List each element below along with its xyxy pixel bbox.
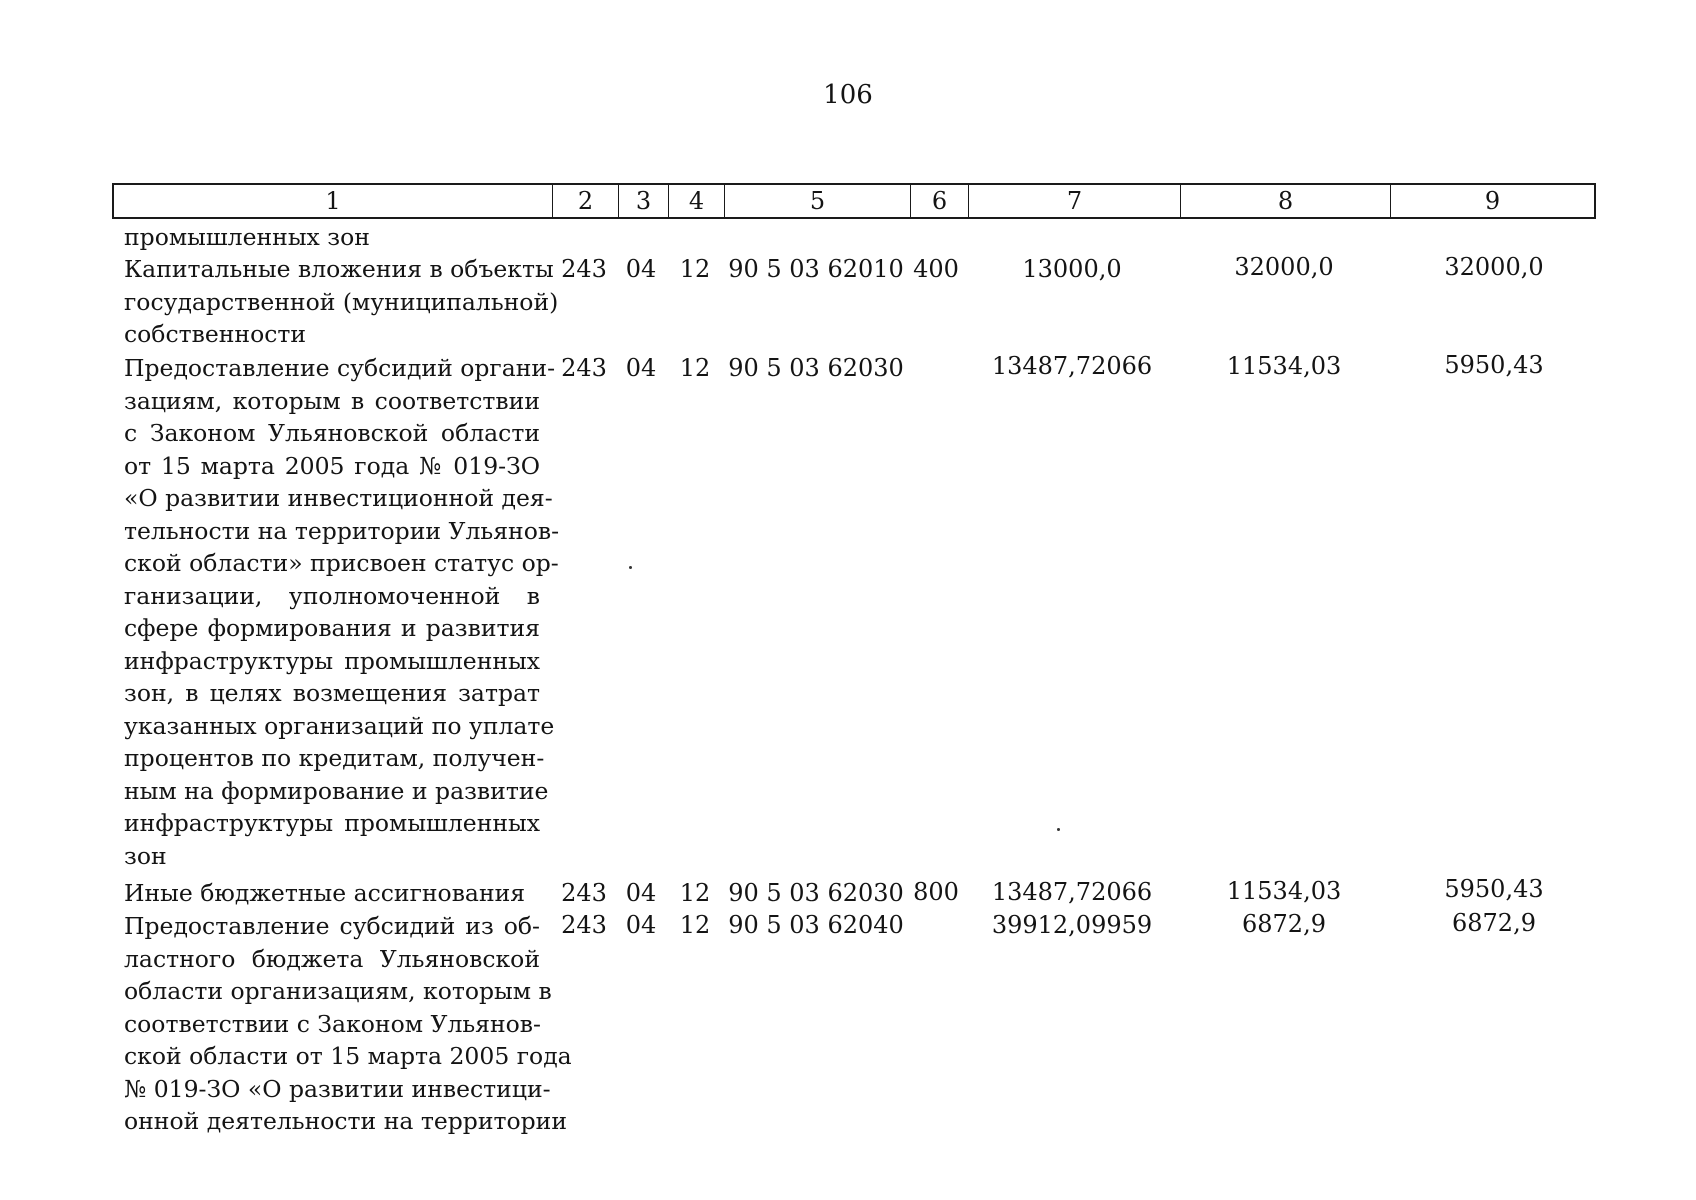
description-line: тельности на территории Ульянов- [124,516,560,545]
table-cell-col-4: 12 [679,255,711,283]
table-cell-col-6: 400 [913,255,959,283]
table-row-desc [124,910,572,1138]
table-cell-col-3: 04 [625,911,657,939]
table-cell-col-8: 11534,03 [1226,877,1342,905]
description-line: с Законом Ульяновской области [124,419,540,447]
description-line: № 019-ЗО «О развитии инвестици- [124,1074,551,1103]
table-cell-col-5: 90 5 03 62030 [728,354,904,382]
description-line: зон [124,841,167,870]
description-line: области организациям, которым в [124,977,552,1005]
table-row-desc [124,877,540,910]
description-line: указанных организаций по уплате [124,711,555,740]
description-line: ганизации, уполномоченной в [124,581,540,610]
description-line: ным на формирование и развитие [124,776,549,805]
description-line: Предоставление субсидий органи- [124,354,556,382]
header-col-4: 4 [668,185,724,217]
header-col-1: 1 [325,187,341,215]
table-row-desc [124,253,559,351]
table-header [112,183,1596,219]
description-line: онной деятельности на территории [124,1107,568,1135]
table-cell-col-5: 90 5 03 62040 [728,911,904,939]
table-cell-col-5: 90 5 03 62030 [728,879,904,907]
description-line: от 15 марта 2005 года № 019-ЗО [124,451,540,480]
page-number: 106 [823,80,873,110]
table-cell-col-4: 12 [679,911,711,939]
description-line: ской области» присвоен статус ор- [124,549,559,577]
table-cell-col-2: 243 [561,879,607,907]
table-cell-col-8: 32000,0 [1234,253,1334,281]
header-col-8: 8 [1180,185,1390,217]
table-cell-col-3: 04 [625,354,657,382]
header-col-5: 5 [724,185,910,217]
scan-speck [629,566,632,569]
table-cell-col-9: 5950,43 [1444,875,1544,903]
table-cell-col-3: 04 [625,255,657,283]
description-line: Иные бюджетные ассигнования [124,879,526,907]
table-cell-col-7: 39912,09959 [991,911,1153,939]
description-line: процентов по кредитам, получен- [124,744,545,772]
table-cell-col-3: 04 [625,879,657,907]
description-line: Предоставление субсидий из об- [124,912,540,940]
description-line: государственной (муниципальной) [124,287,559,316]
header-col-9: 9 [1390,185,1594,217]
table-cell-col-2: 243 [561,354,607,382]
scan-speck [1057,828,1060,831]
description-line: зациям, которым в соответствии [124,386,540,415]
table-cell-col-7: 13487,72066 [991,352,1153,380]
header-col-7: 7 [968,185,1180,217]
table-cell-col-2: 243 [561,911,607,939]
description-line: собственности [124,320,307,348]
table-cell-col-5: 90 5 03 62010 [728,255,904,283]
table-cell-col-9: 5950,43 [1444,351,1544,379]
header-col-2: 2 [552,185,618,217]
description-line: зон, в целях возмещения затрат [124,679,540,707]
table-cell-col-2: 243 [561,255,607,283]
table-cell-col-8: 11534,03 [1226,352,1342,380]
table-cell-col-7: 13000,0 [1022,255,1122,283]
description-line: соответствии с Законом Ульянов- [124,1009,541,1038]
table-row-desc [124,352,560,872]
table-cell-col-4: 12 [679,354,711,382]
header-col-6: 6 [910,185,968,217]
description-line: «О развитии инвестиционной дея- [124,484,553,512]
header-col-3: 3 [618,185,668,217]
description-line: ластного бюджета Ульяновской [124,944,540,973]
description-line: инфраструктуры промышленных [124,809,540,837]
table-cell-col-6: 800 [913,878,959,906]
table-cell-col-9: 6872,9 [1452,909,1536,937]
description-line: ской области от 15 марта 2005 года [124,1042,572,1070]
description-line: инфраструктуры промышленных [124,646,540,675]
table-cell-col-8: 6872,9 [1242,910,1326,938]
description-line: Капитальные вложения в объекты [124,255,554,283]
table-row-desc [124,221,540,254]
description-line: промышленных зон [124,223,370,251]
table-cell-col-7: 13487,72066 [991,878,1153,906]
description-line: сфере формирования и развития [124,614,540,642]
table-cell-col-4: 12 [679,879,711,907]
table-cell-col-9: 32000,0 [1444,253,1544,281]
